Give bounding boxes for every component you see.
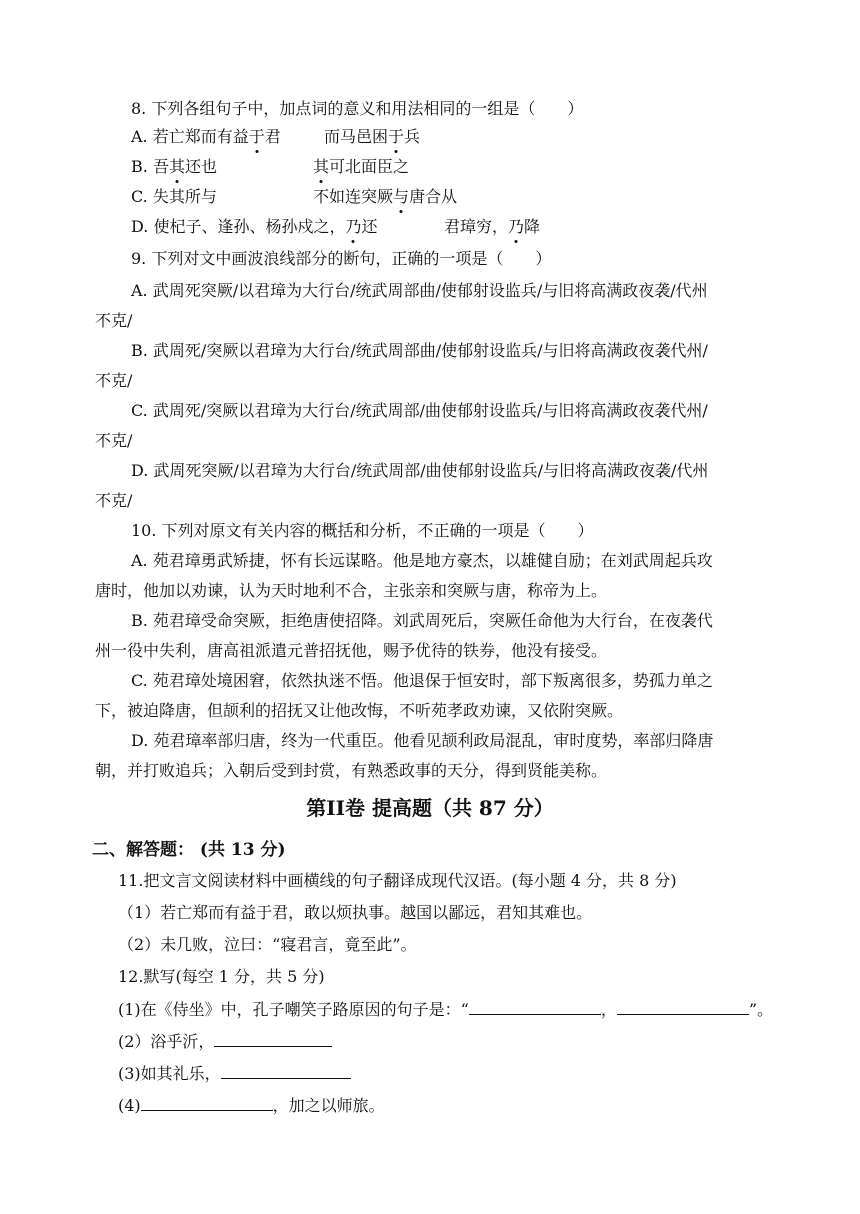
dotted-word: 其 [168,157,185,176]
dotted-word: 其 [313,157,330,176]
q10-option-a: A. 苑君璋勇武矫捷，怀有长远谋略。他是地方豪杰，以雄健自励；在刘武周起兵攻 [131,551,713,570]
sentence-text: 唐合从 [409,187,458,206]
q8-option-b-second [313,156,409,178]
dotted-word: 乃 [508,217,525,236]
q11-sentence-2: （2）未几败，泣曰：“寝君言，竟至此”。 [118,935,417,954]
option-label: C. [131,187,153,206]
q9-stem: 9. 下列对文中画波浪线部分的断句，正确的一项是（ ） [131,249,552,268]
answer-blank[interactable] [141,1094,273,1111]
sentence-text: 而马邑困 [324,127,389,146]
section-heading: 二、解答题： (共 13 分) [92,840,286,860]
prompt-text: (3)如其礼乐， [118,1064,221,1083]
q8-option-d-second [444,216,540,238]
q11-stem: 11.把文言文阅读材料中画横线的句子翻译成现代汉语。(每小题 4 分，共 8 分) [118,871,677,890]
q9-option-b-cont: 不克/ [95,371,133,390]
q12-stem: 12.默写(每空 1 分，共 5 分) [118,967,325,986]
q10-stem: 10. 下列对原文有关内容的概括和分析，不正确的一项是（ ） [131,521,594,540]
sentence-text: 不如连突厥 [313,187,394,206]
q9-option-c-cont: 不克/ [95,431,133,450]
answer-blank[interactable] [469,998,601,1015]
q8-option-c-second [313,186,457,208]
q10-option-c: C. 苑君璋处境困窘，依然执迷不悟。他退保于恒安时，部下叛离很多，势孤力单之 [131,671,713,690]
q8-option-b [131,156,217,178]
prompt-text: (2）浴乎沂， [118,1032,215,1051]
sentence-text: 吾 [152,157,169,176]
q12-item-4 [118,1094,385,1117]
dotted-word: 乃 [345,217,362,236]
dotted-word: 于 [248,127,265,146]
sentence-text: 使杞子、逢孙、杨孙戍之， [153,217,346,236]
dotted-word: 与 [393,187,410,206]
prompt-text: (4) [118,1096,141,1115]
sentence-text: 有益 [216,127,249,146]
q11-sentence-1: （1）若亡郑而有益于君，敢以烦执事。越国以鄙远，君知其难也。 [118,903,593,922]
option-label: A. [131,127,153,146]
q12-item-2 [118,1030,332,1053]
answer-blank[interactable] [221,1062,351,1079]
sentence-text: 失其所与 [152,187,217,206]
option-label: D. [131,217,154,236]
sentence-text: 还也 [184,157,217,176]
dotted-word: 于 [388,127,405,146]
q9-option-c: C. 武周死/突厥以君璋为大行台/统武周部/曲使郁射设监兵/与旧将高满政夜袭代州/ [131,401,708,420]
q10-option-b-cont: 州一役中失利，唐高祖派遣元普招抚他，赐予优待的铁券，他没有接受。 [95,641,608,660]
sentence-text: 君璋穷， [444,217,509,236]
q8-option-a-second [324,126,420,148]
q10-option-c-cont: 下，被迫降唐，但颉利的招抚又让他改悔，不听苑孝政劝谏，又依附突厥。 [95,701,624,720]
option-label: B. [131,157,153,176]
closing-quote: ”。 [748,1000,774,1019]
q12-item-3 [118,1062,351,1085]
q10-option-b: B. 苑君璋受命突厥，拒绝唐使招降。刘武周死后，突厥任命他为大行台，在夜袭代 [131,611,713,630]
q10-option-d-cont: 朝，并打败追兵；入朝后受到封赏，有熟悉政事的天分，得到贤能美称。 [95,761,608,780]
q12-item-1 [118,998,773,1021]
answer-blank[interactable] [214,1030,332,1047]
q9-option-d: D. 武周死突厥/以君璋为大行台/统武周部/曲使郁射设监兵/与旧将高满政夜袭/代州 [131,461,709,480]
q8-option-c [131,186,217,208]
q8-option-a [131,126,281,148]
sentence-text: 可北面臣之 [329,157,410,176]
q9-option-b: B. 武周死/突厥以君璋为大行台/统武周部曲/使郁射设监兵/与旧将高满政夜袭代州/ [131,341,708,360]
q8-stem: 8. 下列各组句子中，加点词的意义和用法相同的一组是（ ） [131,99,584,118]
sentence-text: 若亡郑 [152,127,201,146]
part2-title: 第II卷 提高题（共 87 分） [306,796,554,820]
sentence-text: 君 [264,127,281,146]
q10-option-a-cont: 唐时，他加以劝谏，认为天时地利不合，主张亲和突厥与唐，称帝为上。 [95,581,608,600]
sentence-text: 兵 [404,127,421,146]
sentence-text: 降 [524,217,541,236]
sentence-text: 还 [361,217,378,236]
answer-blank[interactable] [617,998,749,1015]
separator: ， [600,1000,617,1019]
prompt-text: (1)在《侍坐》中，孔子嘲笑子路原因的句子是：“ [118,1000,469,1019]
q10-option-d: D. 苑君璋率部归唐，终为一代重臣。他看见颉利政局混乱，审时度势，率部归降唐 [131,731,714,750]
q8-option-d [131,216,377,238]
q9-option-d-cont: 不克/ [95,491,133,510]
q9-option-a: A. 武周死突厥/以君璋为大行台/统武周部曲/使郁射设监兵/与旧将高满政夜袭/代州 [131,281,708,300]
prompt-text: ，加之以师旅。 [272,1096,385,1115]
q9-option-a-cont: 不克/ [95,311,133,330]
dotted-word: 而 [200,127,217,146]
